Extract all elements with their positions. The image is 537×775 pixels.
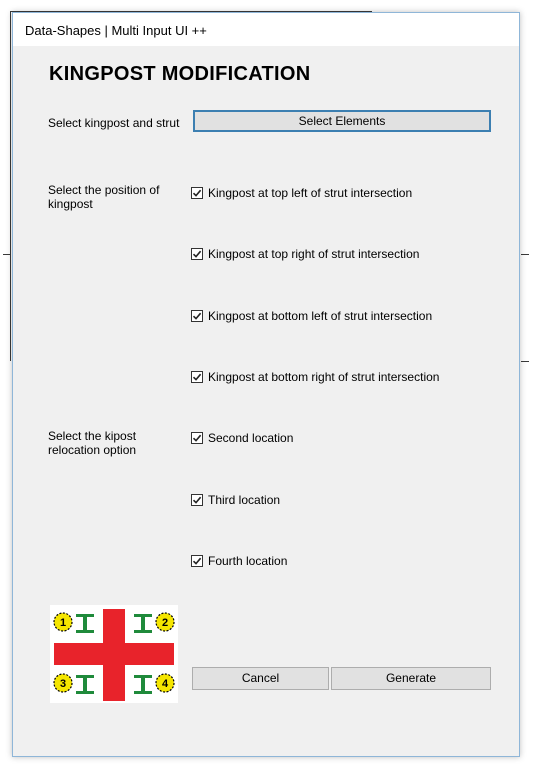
checkmark-icon <box>192 433 202 443</box>
option-second-location[interactable] <box>191 430 293 446</box>
relocation-label: Select the kipost relocation option <box>48 429 137 457</box>
marker-1 <box>54 613 72 631</box>
marker-4 <box>156 674 174 692</box>
backdrop-line-left <box>10 11 11 361</box>
option-top-left[interactable] <box>191 185 412 201</box>
option-label: Kingpost at top left of strut intersection <box>208 186 413 200</box>
option-top-right[interactable] <box>191 246 419 262</box>
generate-button[interactable]: Generate <box>331 667 491 690</box>
option-label: Kingpost at top right of strut intersection <box>208 247 420 261</box>
checkbox-second-location[interactable] <box>191 432 203 444</box>
select-elements-button[interactable]: Select Elements <box>193 110 491 132</box>
option-bottom-left[interactable] <box>191 308 432 324</box>
page-title: KINGPOST MODIFICATION <box>49 63 311 85</box>
backdrop-tick-right <box>521 254 529 255</box>
marker-2-label: 2 <box>161 617 169 629</box>
checkmark-icon <box>192 556 202 566</box>
kingpost-diagram <box>50 605 178 703</box>
marker-2 <box>156 613 174 631</box>
marker-3-label: 3 <box>59 678 67 690</box>
checkmark-icon <box>192 372 202 382</box>
checkmark-icon <box>192 188 202 198</box>
checkmark-icon <box>192 495 202 505</box>
kingpost-beam-4 <box>134 675 152 694</box>
strut-horizontal <box>54 643 174 665</box>
dialog-window <box>12 12 520 757</box>
option-label: Second location <box>208 431 294 445</box>
checkbox-bottom-right[interactable] <box>191 371 203 383</box>
title-bar <box>13 13 519 46</box>
checkbox-top-left[interactable] <box>191 187 203 199</box>
checkmark-icon <box>192 311 202 321</box>
checkbox-top-right[interactable] <box>191 248 203 260</box>
marker-1-label: 1 <box>59 617 67 629</box>
checkmark-icon <box>192 249 202 259</box>
marker-3 <box>54 674 72 692</box>
checkbox-bottom-left[interactable] <box>191 310 203 322</box>
position-label: Select the position of kingpost <box>48 183 160 211</box>
select-elements-label: Select kingpost and strut <box>48 116 180 130</box>
kingpost-beam-1 <box>76 614 94 633</box>
option-label: Kingpost at bottom left of strut intersection <box>208 309 433 323</box>
checkbox-fourth-location[interactable] <box>191 555 203 567</box>
backdrop-tick-left <box>3 254 11 255</box>
kingpost-beam-3 <box>76 675 94 694</box>
cancel-button[interactable]: Cancel <box>192 667 329 690</box>
backdrop-tick-right-2 <box>521 361 529 362</box>
option-label: Kingpost at bottom right of strut intersection <box>208 370 440 384</box>
window-title: Data-Shapes | Multi Input UI ++ <box>25 23 207 38</box>
option-bottom-right[interactable] <box>191 369 439 385</box>
option-label: Third location <box>208 493 281 507</box>
kingpost-beam-2 <box>134 614 152 633</box>
marker-4-label: 4 <box>161 678 169 690</box>
option-label: Fourth location <box>208 554 288 568</box>
option-fourth-location[interactable] <box>191 553 287 569</box>
kingpost-cross-diagram <box>50 605 178 703</box>
checkbox-third-location[interactable] <box>191 494 203 506</box>
option-third-location[interactable] <box>191 492 280 508</box>
